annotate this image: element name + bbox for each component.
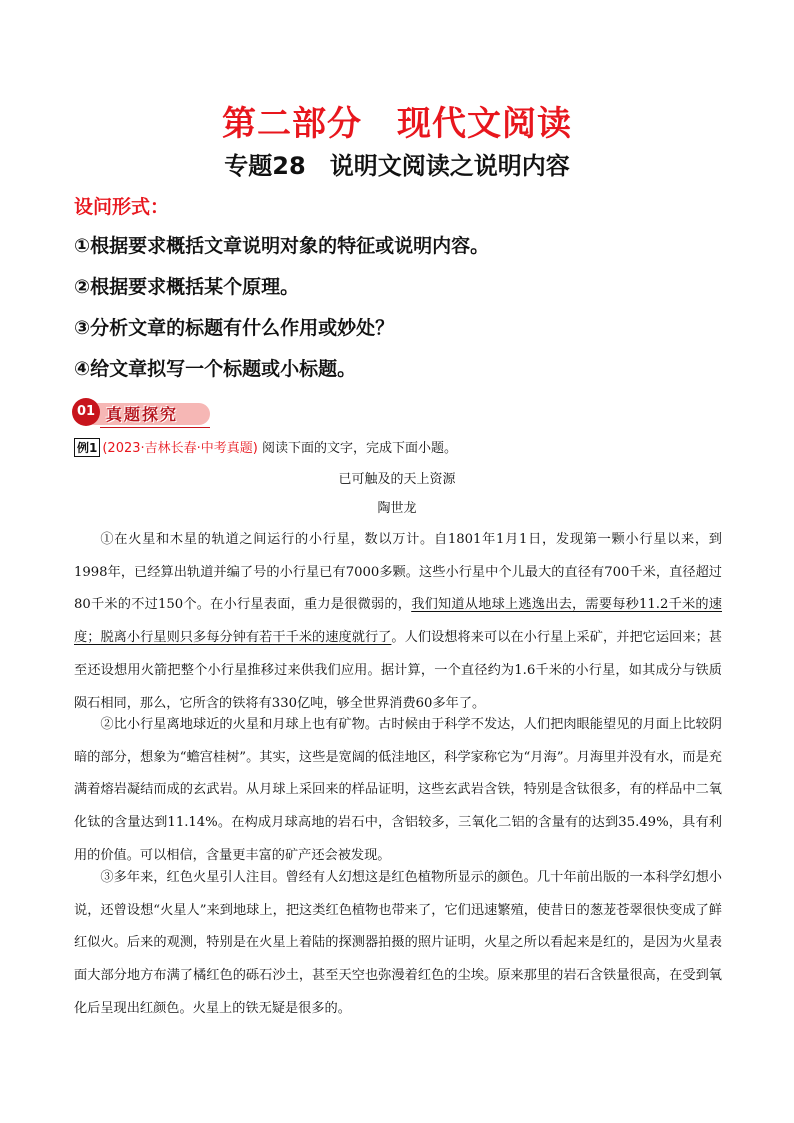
section-number-badge: 01	[72, 398, 100, 426]
question-form-item: ②根据要求概括某个原理。	[74, 276, 300, 298]
example-tag: 例1	[74, 438, 100, 457]
part-title: 第二部分 现代文阅读	[222, 104, 572, 144]
article-paragraph-3: ③多年来，红色火星引人注目。曾经有人幻想这是红色植物所显示的颜色。几十年前出版的一本科学幻想小说，还曾设想“火星人”来到地球上，把这类红色植物也带来了，它们迅速繁殖，使昔日的葱茏苍翠很快变成了鲜红似火。后来的观测，特别是在火星上着陆的探测器拍摄的照片证明，火星之所以看起来是红的，是因为火星表面大部分地方布满了橘红色的砾石沙土，甚至天空也弥漫着红色的尘埃。原来那里的岩石含铁量很高，在受到氧化后呈现出红颜色。火星上的铁无疑是很多的。	[74, 870, 722, 1016]
paragraph-text: 。人们设想将来可以在小行星上采矿，并把它运回来；甚至还设想用火箭把整个小行星推移过来供我们应用。据计算，一个直径约为1.6千米的小行星，如其成分与铁质陨石相同，那么，它所含的铁将有330亿吨，够全世界消费60多年了。	[74, 630, 722, 711]
article-paragraph-1	[74, 524, 722, 720]
question-form-item: ①根据要求概括文章说明对象的特征或说明内容。	[74, 235, 490, 257]
article-author: 陶世龙	[377, 501, 417, 516]
paragraph-text: ①在火星和木星的轨道之间运行的小行星，数以万计。自1801年1月1日，发现第一颗小行星以来，到1998年，已经算出轨道并编了号的小行星已有7000多颗。这些小行星中个儿最大的直径有700千米，直径超过80千米的不过150个。在小行星表面，重力是很微弱的，	[74, 532, 722, 613]
section-badge	[72, 398, 212, 428]
example-source: (2023·吉林长春·中考真题)	[102, 441, 258, 456]
article-title: 已可触及的天上资源	[338, 472, 456, 487]
example-header	[74, 437, 457, 457]
topic-title: 专题28 说明文阅读之说明内容	[224, 152, 570, 180]
question-form-item: ④给文章拟写一个标题或小标题。	[74, 358, 357, 380]
section-label: 真题探究	[106, 405, 179, 424]
question-forms-heading: 设问形式：	[74, 196, 170, 218]
question-form-item: ③分析文章的标题有什么作用或妙处？	[74, 317, 395, 339]
underlined-text: 我们知道从地球上逃逸出去，需要每秒11.2千米的速度；脱离小行星则只多每分钟有若干千米的速度就行了	[74, 597, 722, 646]
article-paragraph-2: ②比小行星离地球近的火星和月球上也有矿物。古时候由于科学不发达，人们把肉眼能望见的月面上比较阴暗的部分，想象为“蟾宫桂树”。其实，这些是宽阔的低洼地区，科学家称它为“月海”。月海里并没有水，而是充满着熔岩凝结而成的玄武岩。从月球上采回来的样品证明，这些玄武岩含铁，特别是含钛很多，有的样品中二氧化钛的含量达到11.14%。在构成月球高地的岩石中，含铝较多，三氧化二铝的含量有的达到35.49%，具有利用的价值。可以相信，含量更丰富的矿产还会被发现。	[74, 717, 722, 863]
section-divider	[100, 427, 210, 428]
example-instruction: 阅读下面的文字，完成下面小题。	[262, 441, 458, 456]
